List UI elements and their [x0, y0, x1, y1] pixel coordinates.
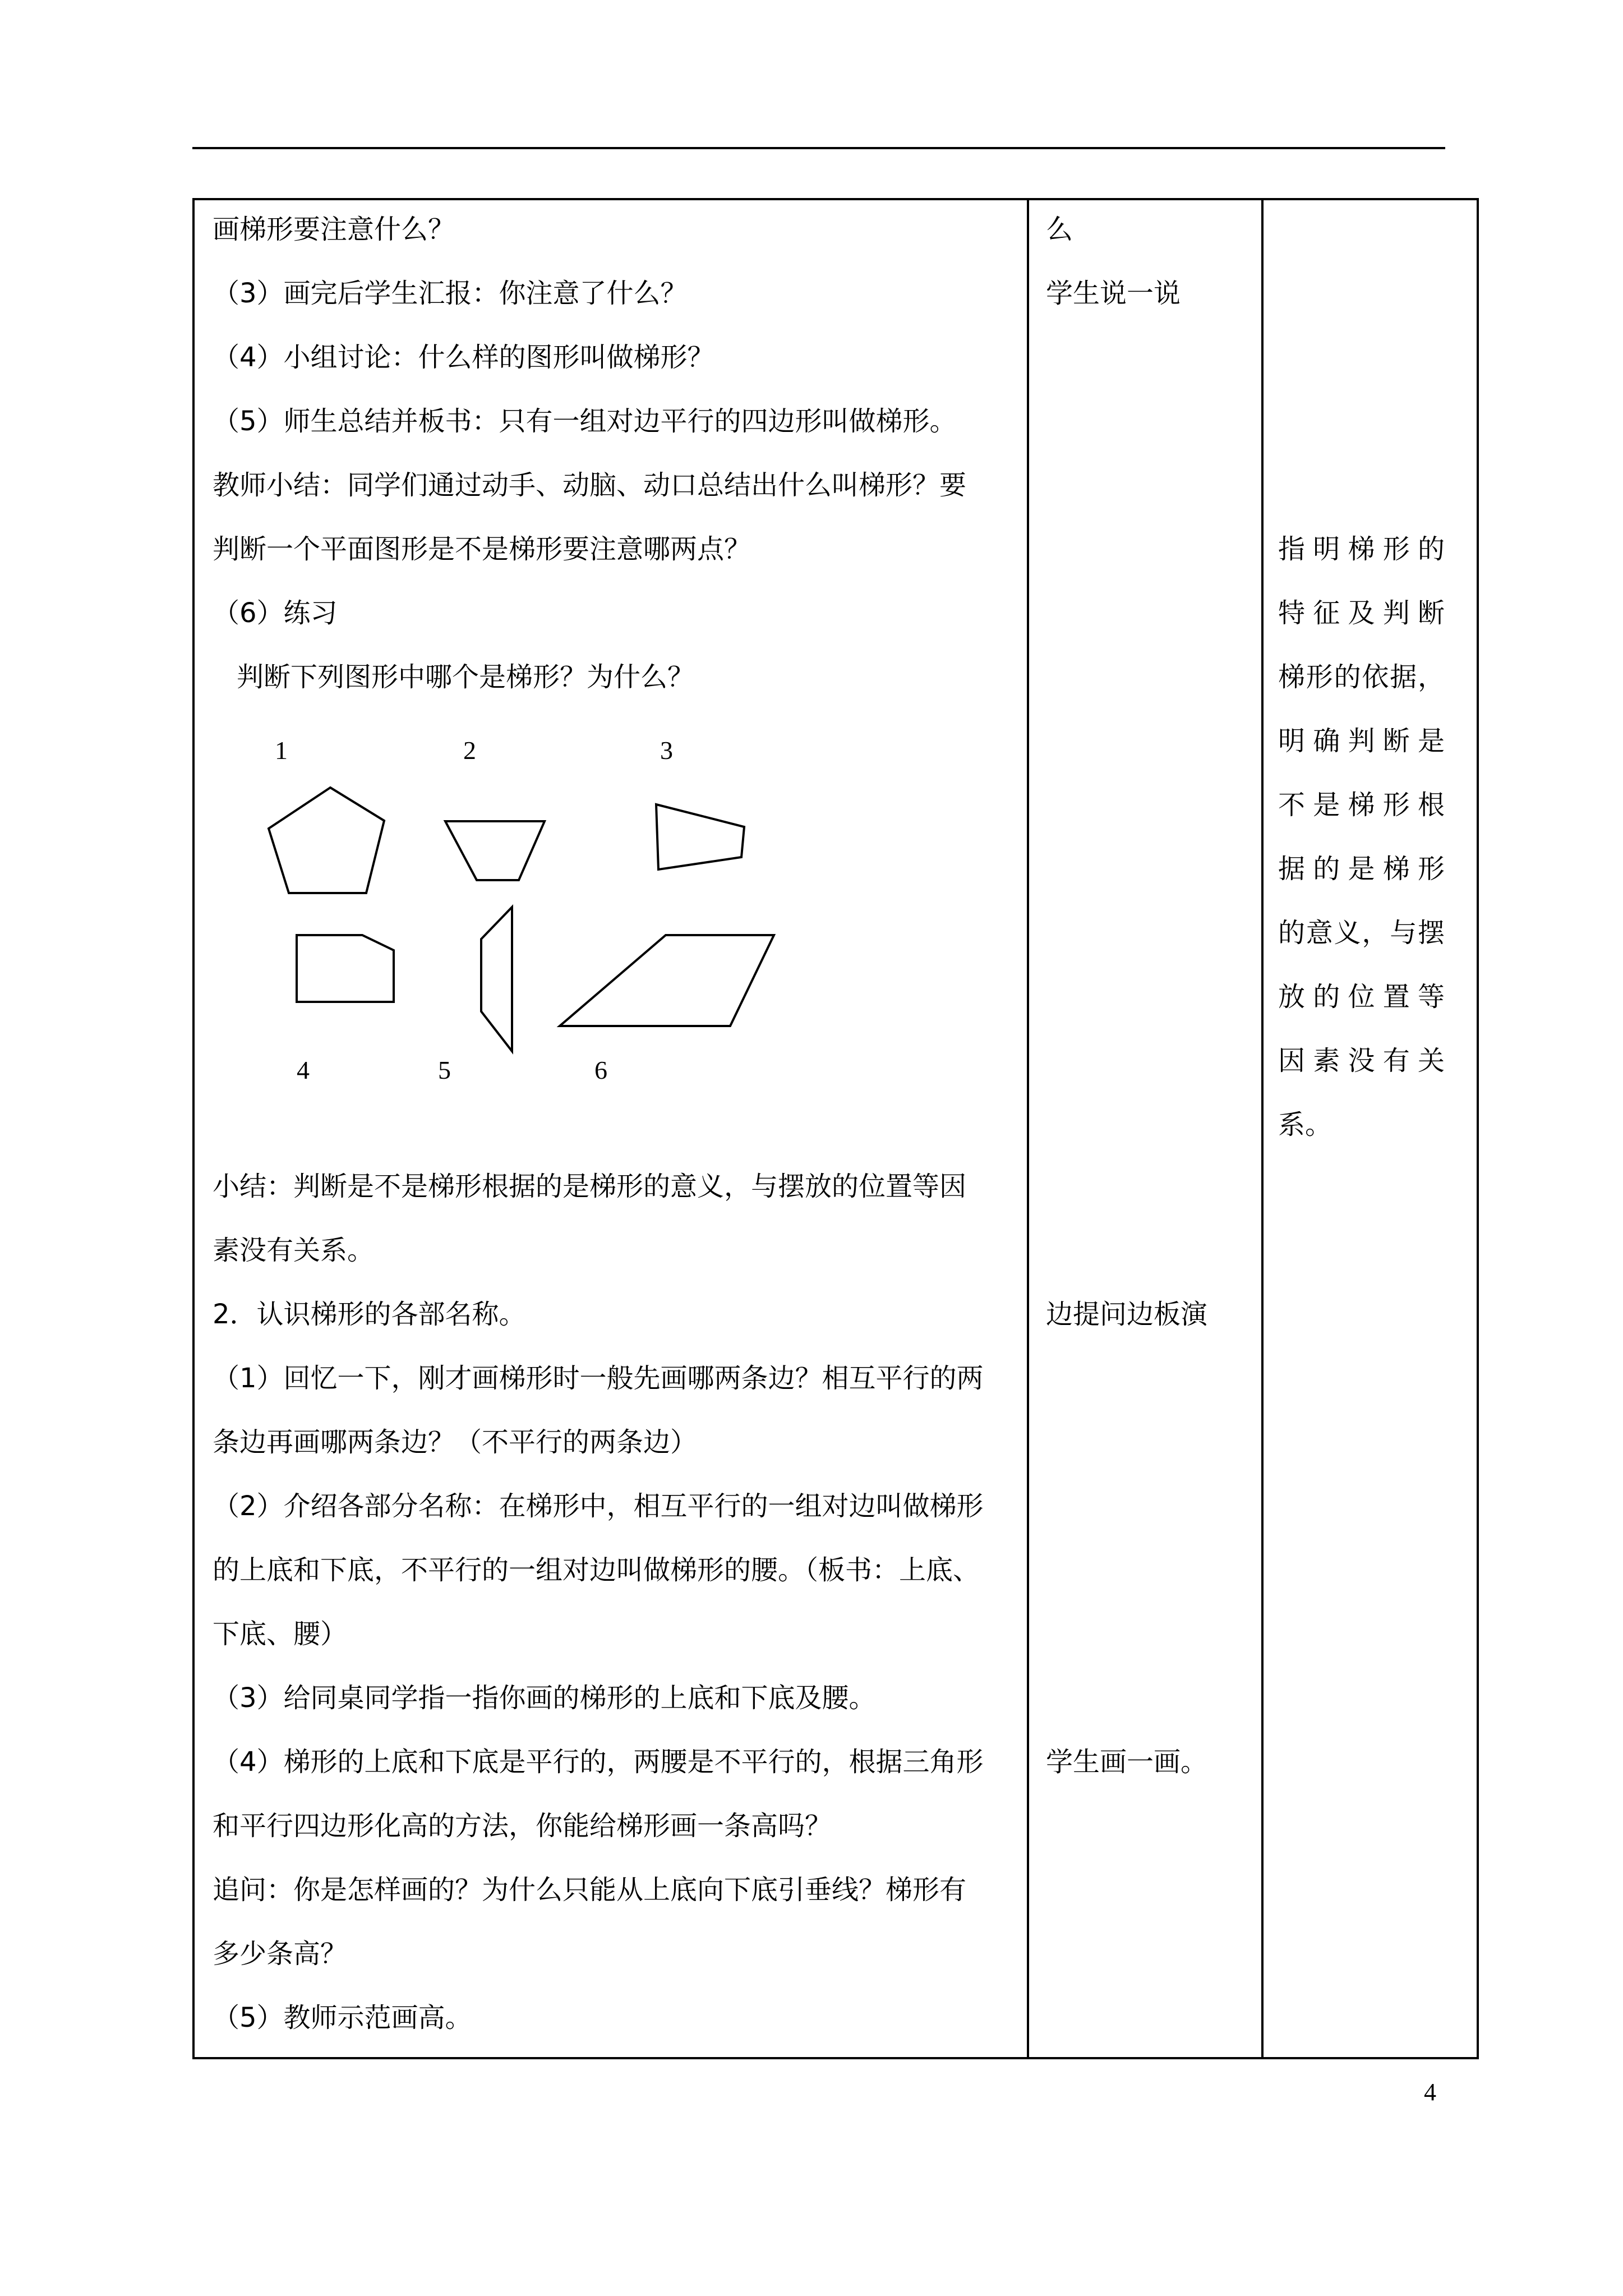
lesson-table	[192, 198, 1479, 2059]
text-line: （4）梯形的上底和下底是平行的，两腰是不平行的，根据三角形	[213, 1746, 984, 1778]
text-line: 放 的 位 置 等	[1278, 981, 1445, 1013]
pentagon-shape	[269, 788, 384, 893]
text-line: 画梯形要注意什么？	[213, 214, 455, 245]
text-line: （5）师生总结并板书：只有一组对边平行的四边形叫做梯形。	[213, 406, 957, 437]
text-line: 判断下列图形中哪个是梯形？为什么？	[237, 661, 695, 693]
text-line: 小结：判断是不是梯形根据的是梯形的意义，与摆放的位置等因	[213, 1171, 967, 1202]
text-line: 边提问边板演	[1046, 1299, 1208, 1330]
figure-label: 2	[463, 736, 476, 765]
quadrilateral-shape	[656, 804, 744, 869]
text-line: 学生说一说	[1046, 278, 1181, 309]
figure-label: 4	[297, 1056, 310, 1084]
text-line: （6）练习	[213, 597, 338, 629]
pentagon-irregular-shape	[297, 935, 394, 1002]
text-line: 的 意 义 ， 与 摆	[1278, 917, 1445, 949]
text-line: （3）画完后学生汇报：你注意了什么？	[213, 278, 688, 309]
figure-label: 3	[660, 736, 673, 765]
text-line: 多少条高？	[213, 1938, 348, 1970]
text-line: 教师小结：同学们通过动手、动脑、动口总结出什么叫梯形？要	[213, 470, 967, 501]
text-line: （4）小组讨论：什么样的图形叫做梯形？	[213, 342, 714, 373]
figure-label: 1	[275, 736, 288, 765]
vertical-trapezoid-shape	[481, 907, 512, 1051]
text-line: （2）介绍各部分名称：在梯形中，相互平行的一组对边叫做梯形	[213, 1490, 984, 1522]
text-line: 下底、腰）	[213, 1618, 348, 1650]
text-line: 因 素 没 有 关	[1278, 1045, 1445, 1076]
text-line: 据 的 是 梯 形	[1278, 853, 1445, 885]
text-line: 素没有关系。	[213, 1235, 375, 1266]
text-line: 2．认识梯形的各部名称。	[213, 1299, 526, 1330]
page-number: 4	[1424, 2078, 1436, 2106]
text-line: 不 是 梯 形 根	[1278, 789, 1445, 821]
text-line: 和平行四边形化高的方法，你能给梯形画一条高吗？	[213, 1810, 832, 1842]
text-line: 明 确 判 断 是	[1278, 725, 1445, 757]
text-line: （1）回忆一下，刚才画梯形时一般先画哪两条边？相互平行的两	[213, 1363, 984, 1394]
text-line: 系。	[1278, 1109, 1332, 1140]
column-divider	[1261, 200, 1264, 2057]
parallelogram-shape	[560, 935, 774, 1026]
text-line: 的上底和下底，不平行的一组对边叫做梯形的腰。（板书：上底、	[213, 1554, 980, 1586]
column-divider	[1027, 200, 1029, 2057]
trapezoid-shape	[445, 821, 545, 880]
text-line: 判断一个平面图形是不是梯形要注意哪两点？	[213, 533, 751, 565]
text-line: （3）给同桌同学指一指你画的梯形的上底和下底及腰。	[213, 1682, 876, 1714]
figure-label: 6	[594, 1056, 607, 1084]
figure-label: 5	[438, 1056, 451, 1084]
text-line: 指 明 梯 形 的	[1278, 533, 1445, 565]
text-line: 么	[1046, 214, 1073, 245]
header-rule	[192, 147, 1445, 149]
text-line: 特 征 及 判 断	[1278, 597, 1445, 629]
text-line: 学生画一画。	[1046, 1746, 1208, 1778]
text-line: （5）教师示范画高。	[213, 2002, 472, 2033]
text-line: 条边再画哪两条边？（不平行的两条边）	[213, 1427, 698, 1458]
text-line: 追问：你是怎样画的？为什么只能从上底向下底引垂线？梯形有	[213, 1874, 967, 1906]
text-line: 梯 形 的 依 据 ，	[1278, 661, 1445, 693]
